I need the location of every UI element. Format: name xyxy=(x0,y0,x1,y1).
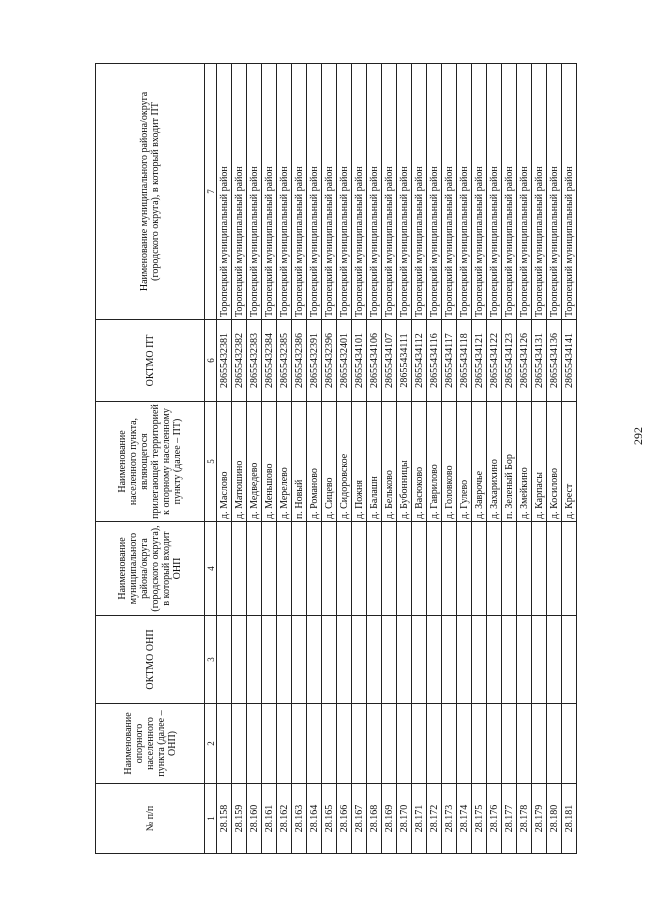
oktmo-onp-cell xyxy=(277,616,292,704)
pt-municipality-cell: Торопецкий муниципальный район xyxy=(322,64,337,320)
pt-municipality-cell: Торопецкий муниципальный район xyxy=(217,64,232,320)
onp-municipality-cell xyxy=(337,522,352,616)
pt-municipality-cell: Торопецкий муниципальный район xyxy=(337,64,352,320)
pt-name-cell: д. Бельково xyxy=(382,402,397,522)
row-number: 28.171 xyxy=(412,784,427,854)
onp-name-cell xyxy=(472,704,487,784)
onp-municipality-cell xyxy=(562,522,577,616)
row-number: 28.163 xyxy=(292,784,307,854)
onp-municipality-cell xyxy=(442,522,457,616)
pt-municipality-cell: Торопецкий муниципальный район xyxy=(397,64,412,320)
table-row xyxy=(562,64,577,854)
oktmo-onp-cell xyxy=(532,616,547,704)
pt-name-cell: д. Матюшино xyxy=(232,402,247,522)
pt-name-cell: д. Заврочье xyxy=(472,402,487,522)
onp-name-cell xyxy=(247,704,262,784)
onp-name-cell xyxy=(367,704,382,784)
table-row xyxy=(412,64,427,854)
row-number: 28.167 xyxy=(352,784,367,854)
oktmo-pt-cell: 28655434122 xyxy=(487,320,502,402)
onp-municipality-cell xyxy=(532,522,547,616)
row-number: 28.161 xyxy=(262,784,277,854)
column-number: 5 xyxy=(205,402,217,522)
onp-municipality-cell xyxy=(307,522,322,616)
pt-municipality-cell: Торопецкий муниципальный район xyxy=(487,64,502,320)
oktmo-onp-cell xyxy=(262,616,277,704)
pt-name-cell: д. Гулево xyxy=(457,402,472,522)
row-number: 28.160 xyxy=(247,784,262,854)
oktmo-onp-cell xyxy=(547,616,562,704)
row-number: 28.177 xyxy=(502,784,517,854)
row-number: 28.173 xyxy=(442,784,457,854)
column-number: 4 xyxy=(205,522,217,616)
row-number: 28.169 xyxy=(382,784,397,854)
table-row xyxy=(502,64,517,854)
oktmo-pt-cell: 28655434111 xyxy=(397,320,412,402)
onp-name-cell xyxy=(382,704,397,784)
oktmo-pt-cell: 28655434141 xyxy=(562,320,577,402)
table-row xyxy=(367,64,382,854)
onp-municipality-cell xyxy=(517,522,532,616)
pt-name-cell: д. Гаврилово xyxy=(427,402,442,522)
register-sheet xyxy=(95,64,575,854)
pt-municipality-cell: Торопецкий муниципальный район xyxy=(517,64,532,320)
pt-name-cell: п. Зеленый Бор xyxy=(502,402,517,522)
oktmo-pt-cell: 28655434136 xyxy=(547,320,562,402)
oktmo-onp-cell xyxy=(337,616,352,704)
table-row xyxy=(277,64,292,854)
onp-municipality-cell xyxy=(397,522,412,616)
register-table xyxy=(95,63,577,854)
onp-municipality-cell xyxy=(487,522,502,616)
table-row xyxy=(217,64,232,854)
row-number: 28.176 xyxy=(487,784,502,854)
oktmo-pt-cell: 28655434117 xyxy=(442,320,457,402)
pt-municipality-cell: Торопецкий муниципальный район xyxy=(247,64,262,320)
table-row xyxy=(337,64,352,854)
onp-municipality-cell xyxy=(352,522,367,616)
onp-name-cell xyxy=(292,704,307,784)
table-row xyxy=(322,64,337,854)
onp-name-cell xyxy=(502,704,517,784)
oktmo-onp-cell xyxy=(352,616,367,704)
onp-name-cell xyxy=(232,704,247,784)
pt-name-cell: д. Балашн xyxy=(367,402,382,522)
column-number: 7 xyxy=(205,64,217,320)
column-number: 1 xyxy=(205,784,217,854)
table-row xyxy=(472,64,487,854)
oktmo-pt-cell: 28655434126 xyxy=(517,320,532,402)
oktmo-pt-cell: 28655434123 xyxy=(502,320,517,402)
row-number: 28.172 xyxy=(427,784,442,854)
oktmo-onp-cell xyxy=(322,616,337,704)
onp-municipality-cell xyxy=(322,522,337,616)
pt-name-cell: п. Новый xyxy=(292,402,307,522)
pt-municipality-cell: Торопецкий муниципальный район xyxy=(427,64,442,320)
onp-name-cell xyxy=(517,704,532,784)
oktmo-pt-cell: 28655432384 xyxy=(262,320,277,402)
oktmo-pt-cell: 28655434131 xyxy=(532,320,547,402)
onp-municipality-cell xyxy=(472,522,487,616)
onp-name-cell xyxy=(277,704,292,784)
table-row xyxy=(457,64,472,854)
row-number: 28.158 xyxy=(217,784,232,854)
oktmo-onp-cell xyxy=(217,616,232,704)
onp-municipality-cell xyxy=(247,522,262,616)
onp-name-cell xyxy=(307,704,322,784)
pt-municipality-cell: Торопецкий муниципальный район xyxy=(532,64,547,320)
onp-name-cell xyxy=(217,704,232,784)
page-number: 292 xyxy=(631,427,645,445)
row-number: 28.181 xyxy=(562,784,577,854)
onp-municipality-cell xyxy=(382,522,397,616)
pt-name-cell: д. Мерелево xyxy=(277,402,292,522)
table-row xyxy=(232,64,247,854)
oktmo-pt-cell: 28655432385 xyxy=(277,320,292,402)
oktmo-pt-cell: 28655434112 xyxy=(412,320,427,402)
row-number: 28.168 xyxy=(367,784,382,854)
onp-name-cell xyxy=(547,704,562,784)
onp-municipality-cell xyxy=(292,522,307,616)
oktmo-pt-cell: 28655432391 xyxy=(307,320,322,402)
pt-municipality-cell: Торопецкий муниципальный район xyxy=(457,64,472,320)
table-row xyxy=(397,64,412,854)
header-onp-name: Наименование опорного населенного пункта (далее – ОНП) xyxy=(96,704,205,784)
pt-municipality-cell: Торопецкий муниципальный район xyxy=(562,64,577,320)
table-row xyxy=(247,64,262,854)
register-body xyxy=(217,64,577,854)
oktmo-onp-cell xyxy=(232,616,247,704)
onp-municipality-cell xyxy=(277,522,292,616)
pt-name-cell: д. Захарихино xyxy=(487,402,502,522)
row-number: 28.159 xyxy=(232,784,247,854)
column-number: 6 xyxy=(205,320,217,402)
onp-name-cell xyxy=(442,704,457,784)
header-oktmo-onp: ОКТМО ОНП xyxy=(96,616,205,704)
onp-municipality-cell xyxy=(427,522,442,616)
pt-name-cell: д. Бубонницы xyxy=(397,402,412,522)
table-row xyxy=(532,64,547,854)
oktmo-onp-cell xyxy=(562,616,577,704)
pt-name-cell: д. Васюково xyxy=(412,402,427,522)
column-number: 3 xyxy=(205,616,217,704)
table-row xyxy=(517,64,532,854)
row-number: 28.164 xyxy=(307,784,322,854)
pt-municipality-cell: Торопецкий муниципальный район xyxy=(442,64,457,320)
oktmo-onp-cell xyxy=(502,616,517,704)
column-number-row xyxy=(205,64,217,854)
onp-name-cell xyxy=(352,704,367,784)
row-number: 28.178 xyxy=(517,784,532,854)
pt-name-cell: д. Маслово xyxy=(217,402,232,522)
onp-name-cell xyxy=(562,704,577,784)
oktmo-pt-cell: 28655434106 xyxy=(367,320,382,402)
pt-municipality-cell: Торопецкий муниципальный район xyxy=(382,64,397,320)
oktmo-pt-cell: 28655434121 xyxy=(472,320,487,402)
onp-municipality-cell xyxy=(367,522,382,616)
row-number: 28.180 xyxy=(547,784,562,854)
table-row xyxy=(442,64,457,854)
table-row xyxy=(382,64,397,854)
row-number: 28.170 xyxy=(397,784,412,854)
oktmo-pt-cell: 28655432401 xyxy=(337,320,352,402)
onp-municipality-cell xyxy=(457,522,472,616)
table-row xyxy=(427,64,442,854)
onp-name-cell xyxy=(322,704,337,784)
header-oktmo-pt: ОКТМО ПТ xyxy=(96,320,205,402)
oktmo-pt-cell: 28655432383 xyxy=(247,320,262,402)
pt-municipality-cell: Торопецкий муниципальный район xyxy=(367,64,382,320)
pt-name-cell: д. Косилово xyxy=(547,402,562,522)
oktmo-onp-cell xyxy=(412,616,427,704)
pt-name-cell: д. Пожня xyxy=(352,402,367,522)
pt-name-cell: д. Меньшово xyxy=(262,402,277,522)
oktmo-pt-cell: 28655434101 xyxy=(352,320,367,402)
table-row xyxy=(292,64,307,854)
oktmo-onp-cell xyxy=(487,616,502,704)
table-row xyxy=(262,64,277,854)
pt-municipality-cell: Торопецкий муниципальный район xyxy=(292,64,307,320)
onp-name-cell xyxy=(487,704,502,784)
table-row xyxy=(547,64,562,854)
oktmo-pt-cell: 28655432381 xyxy=(217,320,232,402)
pt-name-cell: д. Крест xyxy=(562,402,577,522)
table-row xyxy=(307,64,322,854)
row-number: 28.165 xyxy=(322,784,337,854)
oktmo-pt-cell: 28655434118 xyxy=(457,320,472,402)
onp-name-cell xyxy=(457,704,472,784)
table-row xyxy=(352,64,367,854)
oktmo-pt-cell: 28655432386 xyxy=(292,320,307,402)
header-row xyxy=(96,64,205,854)
row-number: 28.174 xyxy=(457,784,472,854)
oktmo-pt-cell: 28655432382 xyxy=(232,320,247,402)
oktmo-pt-cell: 28655434116 xyxy=(427,320,442,402)
oktmo-onp-cell xyxy=(307,616,322,704)
oktmo-onp-cell xyxy=(427,616,442,704)
onp-municipality-cell xyxy=(502,522,517,616)
pt-municipality-cell: Торопецкий муниципальный район xyxy=(277,64,292,320)
oktmo-onp-cell xyxy=(517,616,532,704)
onp-municipality-cell xyxy=(262,522,277,616)
column-number: 2 xyxy=(205,704,217,784)
oktmo-pt-cell: 28655434107 xyxy=(382,320,397,402)
onp-municipality-cell xyxy=(547,522,562,616)
pt-municipality-cell: Торопецкий муниципальный район xyxy=(502,64,517,320)
oktmo-onp-cell xyxy=(292,616,307,704)
table-row xyxy=(487,64,502,854)
onp-municipality-cell xyxy=(412,522,427,616)
pt-municipality-cell: Торопецкий муниципальный район xyxy=(472,64,487,320)
pt-municipality-cell: Торопецкий муниципальный район xyxy=(232,64,247,320)
oktmo-onp-cell xyxy=(397,616,412,704)
pt-name-cell: д. Головково xyxy=(442,402,457,522)
pt-name-cell: д. Сидоровское xyxy=(337,402,352,522)
row-number: 28.162 xyxy=(277,784,292,854)
pt-name-cell: д. Романово xyxy=(307,402,322,522)
pt-municipality-cell: Торопецкий муниципальный район xyxy=(307,64,322,320)
onp-municipality-cell xyxy=(232,522,247,616)
oktmo-pt-cell: 28655432396 xyxy=(322,320,337,402)
header-num: № п/п xyxy=(96,784,205,854)
pt-municipality-cell: Торопецкий муниципальный район xyxy=(547,64,562,320)
onp-name-cell xyxy=(397,704,412,784)
row-number: 28.175 xyxy=(472,784,487,854)
pt-name-cell: д. Карпасы xyxy=(532,402,547,522)
onp-name-cell xyxy=(427,704,442,784)
pt-municipality-cell: Торопецкий муниципальный район xyxy=(262,64,277,320)
oktmo-onp-cell xyxy=(367,616,382,704)
pt-name-cell: д. Змейкино xyxy=(517,402,532,522)
oktmo-onp-cell xyxy=(442,616,457,704)
oktmo-onp-cell xyxy=(247,616,262,704)
oktmo-onp-cell xyxy=(472,616,487,704)
pt-municipality-cell: Торопецкий муниципальный район xyxy=(412,64,427,320)
pt-name-cell: д. Сицево xyxy=(322,402,337,522)
oktmo-onp-cell xyxy=(457,616,472,704)
onp-name-cell xyxy=(337,704,352,784)
pt-municipality-cell: Торопецкий муниципальный район xyxy=(352,64,367,320)
header-pt-municipality: Наименование муниципального района/округа (городского округа), в который входит ПТ xyxy=(96,64,205,320)
header-onp-municipality: Наименование муниципального района/округа (городского округа), в который входит ОНП xyxy=(96,522,205,616)
onp-name-cell xyxy=(412,704,427,784)
row-number: 28.179 xyxy=(532,784,547,854)
header-pt-name: Наименование населенного пункта, являющегося прилегающей территорией к опорному населенному пункту (далее – ПТ) xyxy=(96,402,205,522)
onp-name-cell xyxy=(262,704,277,784)
pt-name-cell: д. Медведево xyxy=(247,402,262,522)
row-number: 28.166 xyxy=(337,784,352,854)
onp-municipality-cell xyxy=(217,522,232,616)
oktmo-onp-cell xyxy=(382,616,397,704)
onp-name-cell xyxy=(532,704,547,784)
